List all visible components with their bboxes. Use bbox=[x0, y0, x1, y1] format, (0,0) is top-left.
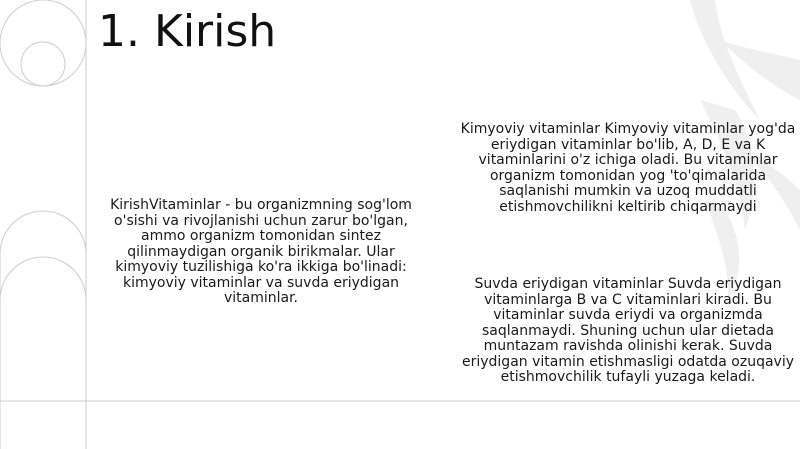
slide-title: 1. Kirish bbox=[98, 6, 277, 57]
intro-paragraph: KirishVitaminlar - bu organizmning sog'lom o'sishi va rivojlanishi uchun zarur bo'lgan, ammo organizm tomonidan sintez qilinmaydigan organik birikmalar. Ular kimyoviy tuzilishiga ko'ra ikkiga bo'linadi: kimyoviy vitaminlar va suvda eriydigan vitaminlar. bbox=[110, 197, 412, 306]
water-soluble-paragraph: Suvda eriydigan vitaminlar Suvda eriydigan vitaminlarga B va C vitaminlari kiradi. Bu vitaminlar suvda eriydi va organizmda saqlanmaydi. Shuning uchun ular dietada muntazam ravishda olinishi kerak. Suvda eriydigan vitamin etishmasligi odatda ozuqaviy etishmovchilik tufayli yuzaga keladi. bbox=[461, 276, 795, 385]
fat-soluble-paragraph: Kimyoviy vitaminlar Kimyoviy vitaminlar yog'da eriydigan vitaminlar bo'lib, A, D, E va K vitaminlarini o'z ichiga oladi. Bu vitaminlar organizm tomonidan yog 'to'qimalarida saqlanishi mumkin va uzoq muddatli etishmovchilikni keltirib chiqarmaydi bbox=[460, 121, 796, 215]
